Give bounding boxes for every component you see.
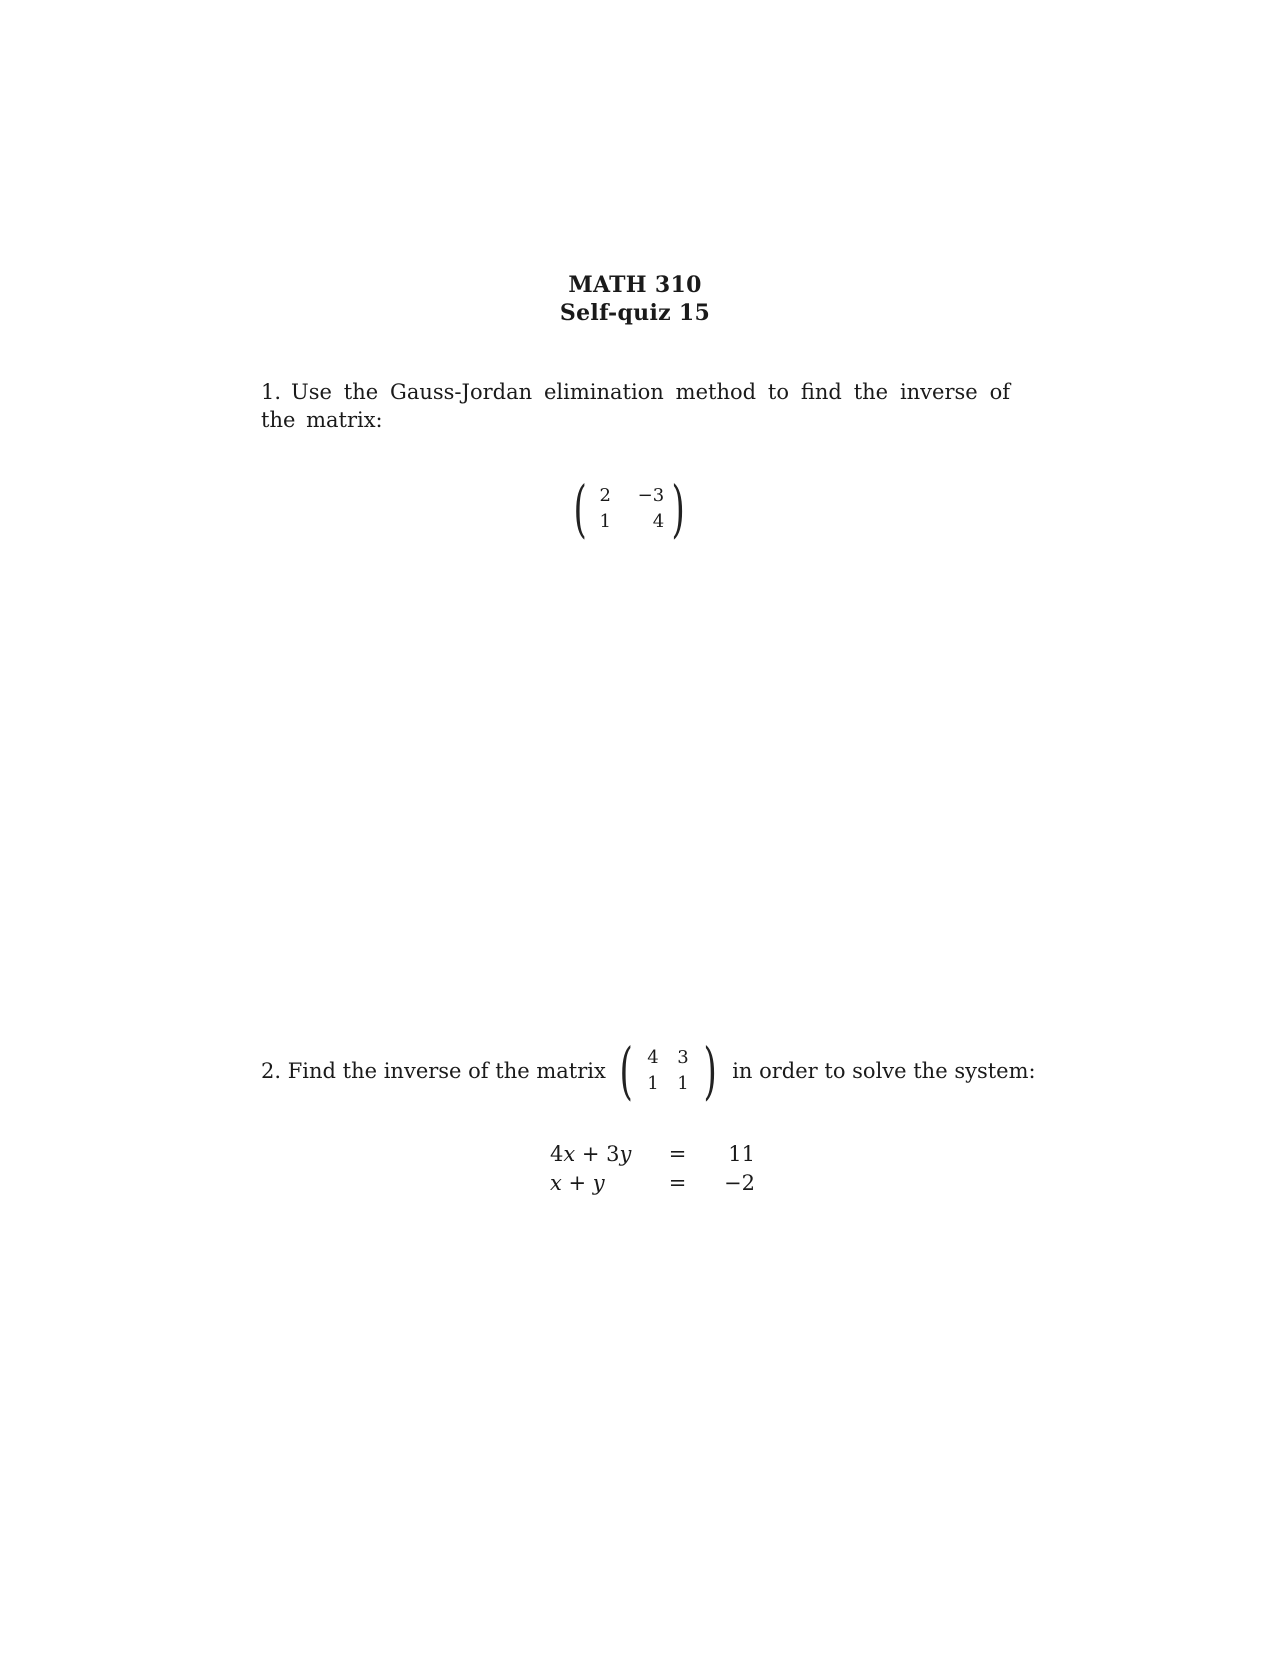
matrix-cell: 1 — [599, 511, 611, 532]
right-paren: ) — [703, 1034, 717, 1107]
quiz-title: Self-quiz 15 — [559, 300, 711, 326]
equation-relation: = — [668, 1142, 687, 1166]
left-paren: ( — [573, 472, 587, 545]
matrix-cell: 4 — [647, 1047, 659, 1068]
question-2-matrix — [614, 1034, 722, 1107]
question-1-text — [261, 378, 1010, 434]
left-paren: ( — [619, 1034, 633, 1107]
equation-rhs: 11 — [728, 1142, 755, 1166]
right-paren: ) — [671, 472, 685, 545]
equation-relation: = — [668, 1171, 687, 1195]
question-1-number: 1. — [261, 380, 282, 404]
question-2-text — [261, 1034, 1036, 1107]
matrix-cell: 1 — [677, 1073, 689, 1094]
equation-lhs: 4x + 3y — [550, 1142, 632, 1166]
equation-row — [550, 1169, 755, 1198]
matrix-cell: 1 — [647, 1073, 659, 1094]
matrix-cell: 4 — [652, 511, 665, 532]
course-title: MATH 310 — [568, 272, 702, 298]
question-2-suffix: in order to solve the system: — [732, 1059, 1036, 1083]
question-1-prompt: Use the Gauss-Jordan elimination method to find the inverse of the matrix: — [261, 380, 1010, 432]
question-1-matrix — [568, 472, 690, 545]
matrix-cell: −3 — [637, 485, 665, 506]
matrix-cell: 2 — [599, 485, 611, 506]
question-2-prefix: 2. Find the inverse of the matrix — [261, 1059, 606, 1083]
matrix-cell: 3 — [677, 1047, 689, 1068]
equation-row — [550, 1140, 755, 1169]
equation-lhs: x + y — [550, 1171, 605, 1195]
equation-rhs: −2 — [724, 1171, 755, 1195]
equation-system — [550, 1140, 755, 1198]
